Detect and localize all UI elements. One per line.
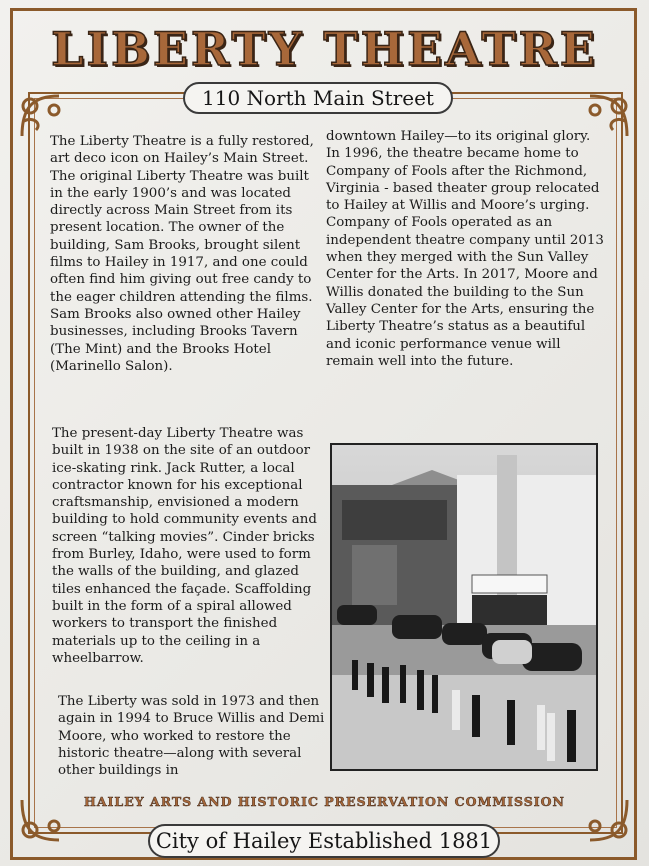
paragraph-history-original: The Liberty Theatre is a fully restored, art deco icon on Hailey’s Main Street. The original Liberty Theatre was built in the early 1900’s and was located directly across Main Street from its present location. The owner of the building, Sam Brooks, brought silent films to Hailey in 1917, and one could often find him giving out free candy to the eager children attending the films. Sam Brooks also owned other Hailey businesses, including Brooks Tavern (The Mint) and the Brooks Hotel (Marinello Salon). bbox=[50, 134, 314, 374]
paragraph-sale: The Liberty was sold in 1973 and then again in 1994 to Bruce Willis and Demi Moore, who worked to restore the historic theatre—along with several other buildings in bbox=[58, 694, 325, 779]
address-text: 110 North Main Street bbox=[202, 86, 434, 110]
historic-photo bbox=[330, 443, 598, 771]
paragraph-company-of-fools: downtown Hailey—to its original glory. In 1996, the theatre became home to Company of Fools after the Richmond, Virginia - based theater group relocated to Hailey at Willis and Moore’s urging. Company of Fools operated as an independent theatre company until 2013 when they merged with the Sun Valley Center for the Arts. In 2017, Moore and Willis donated the building to the Sun Valley Center for the Arts, ensuring the Liberty Theatre’s status as a beautiful and iconic performance venue will remain well into the future. bbox=[326, 129, 604, 369]
sign-title bbox=[40, 20, 609, 78]
right-column bbox=[326, 128, 606, 370]
paragraph-present-day: The present-day Liberty Theatre was built in 1938 on the site of an outdoor ice-skating rink. Jack Rutter, a local contractor known for his exceptional craftsmanship, envisioned a modern building to hold community events and screen “talking movies”. Cinder bricks from Burley, Idaho, were used to form the walls of the building, and glazed tiles enhanced the façade. Scaffolding built in the form of a spiral allowed workers to transport the finished materials up to the ceiling in a wheelbarrow. bbox=[52, 426, 317, 666]
established-text: City of Hailey Established 1881 bbox=[155, 829, 493, 853]
address-banner bbox=[183, 82, 453, 114]
commission-credit: HAILEY ARTS AND HISTORIC PRESERVATION COMMISSION bbox=[84, 794, 565, 809]
theatre-street-photo bbox=[332, 445, 596, 769]
title-text: LIBERTY THEATRE bbox=[51, 22, 598, 76]
left-column bbox=[50, 133, 320, 375]
established-banner bbox=[148, 824, 500, 858]
